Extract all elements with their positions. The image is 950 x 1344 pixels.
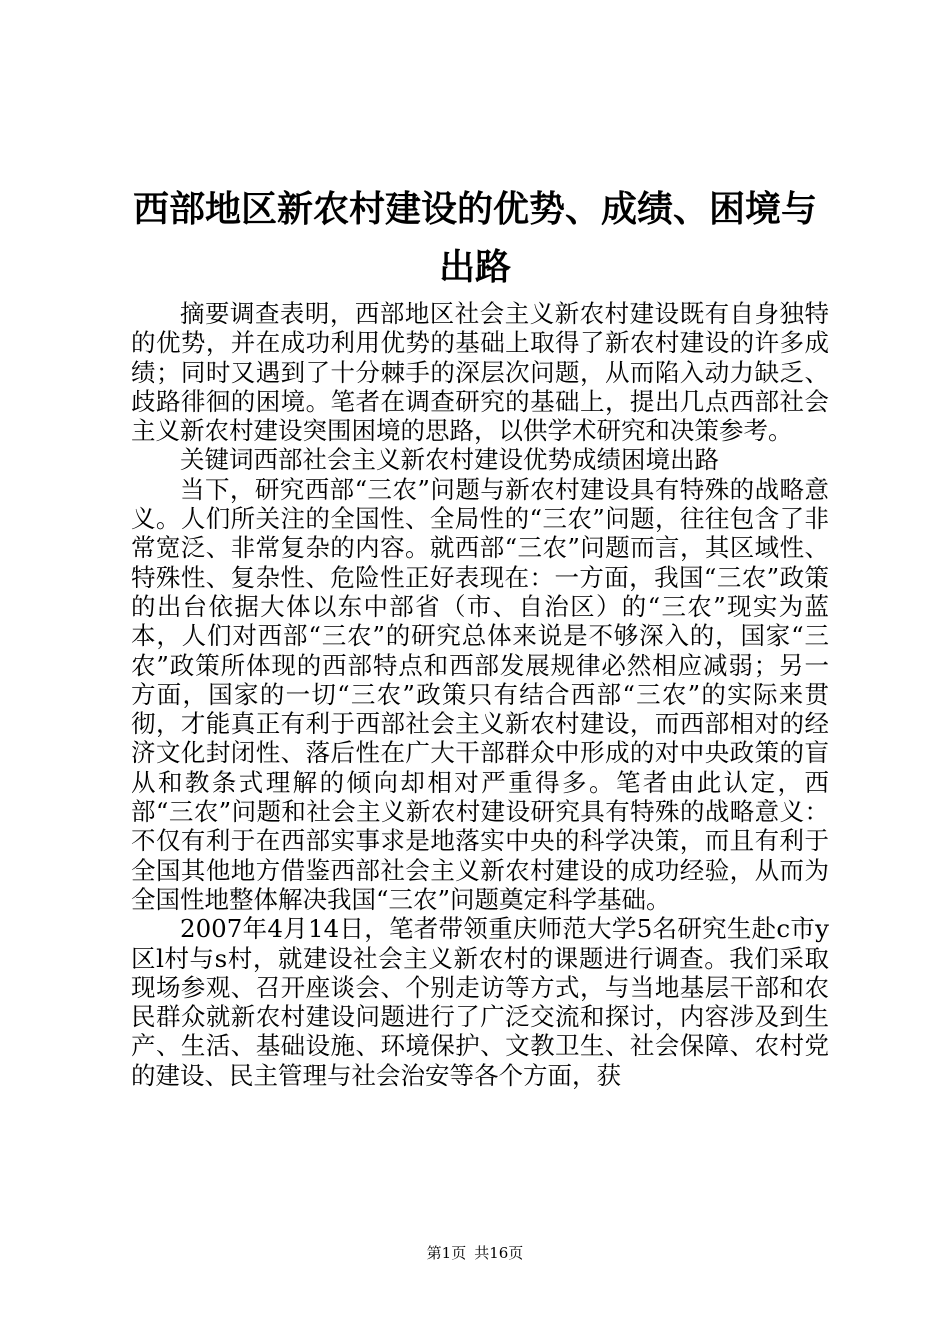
document-title: 西部地区新农村建设的优势、成绩、困境与出路 <box>132 188 817 288</box>
keywords-paragraph: 关键词西部社会主义新农村建设优势成绩困境出路 <box>180 445 719 475</box>
page-footer <box>0 1243 950 1263</box>
page-total: 共16页 <box>474 1244 524 1262</box>
document-body <box>131 299 829 1090</box>
intro-paragraph: 当下，研究西部“三农”问题与新农村建设具有特殊的战略意义。人们所关注的全国性、全局性的“三农”问题，往往包含了非常宽泛、非常复杂的内容。就西部“三农”问题而言，其区域性、特殊性、复杂性、危险性正好表现在：一方面，我国“三农”政策的出台依据大体以东中部省（市、自治区）的“三农”现实为蓝本，人们对西部“三农”的研究总体来说是不够深入的，国家“三农”政策所体现的西部特点和西部发展规律必然相应减弱；另一方面，国家的一切“三农”政策只有结合西部“三农”的实际来贯彻，才能真正有利于西部社会主义新农村建设，而西部相对的经济文化封闭性、落后性在广大干部群众中形成的对中央政策的盲从和教条式理解的倾向却相对严重得多。笔者由此认定，西部“三农”问题和社会主义新农村建设研究具有特殊的战略意义：不仅有利于在西部实事求是地落实中央的科学决策，而且有利于全国其他地方借鉴西部社会主义新农村建设的成功经验，从而为全国性地整体解决我国“三农”问题奠定科学基础。 <box>131 474 829 914</box>
survey-paragraph: 2007年4月14日，笔者带领重庆师范大学5名研究生赴c市y区l村与s村，就建设社会主义新农村的课题进行调查。我们采取现场参观、召开座谈会、个别走访等方式，与当地基层干部和农民群众就新农村建设问题进行了广泛交流和探讨，内容涉及到生产、生活、基础设施、环境保护、文教卫生、社会保障、农村党的建设、民主管理与社会治安等各个方面，获 <box>131 914 829 1090</box>
abstract-paragraph: 摘要调查表明，西部地区社会主义新农村建设既有自身独特的优势，并在成功利用优势的基础上取得了新农村建设的许多成绩；同时又遇到了十分棘手的深层次问题，从而陷入动力缺乏、歧路徘徊的困境。笔者在调查研究的基础上，提出几点西部社会主义新农村建设突围困境的思路，以供学术研究和决策参考。 <box>131 299 829 446</box>
page-number: 第1页 <box>426 1244 467 1262</box>
